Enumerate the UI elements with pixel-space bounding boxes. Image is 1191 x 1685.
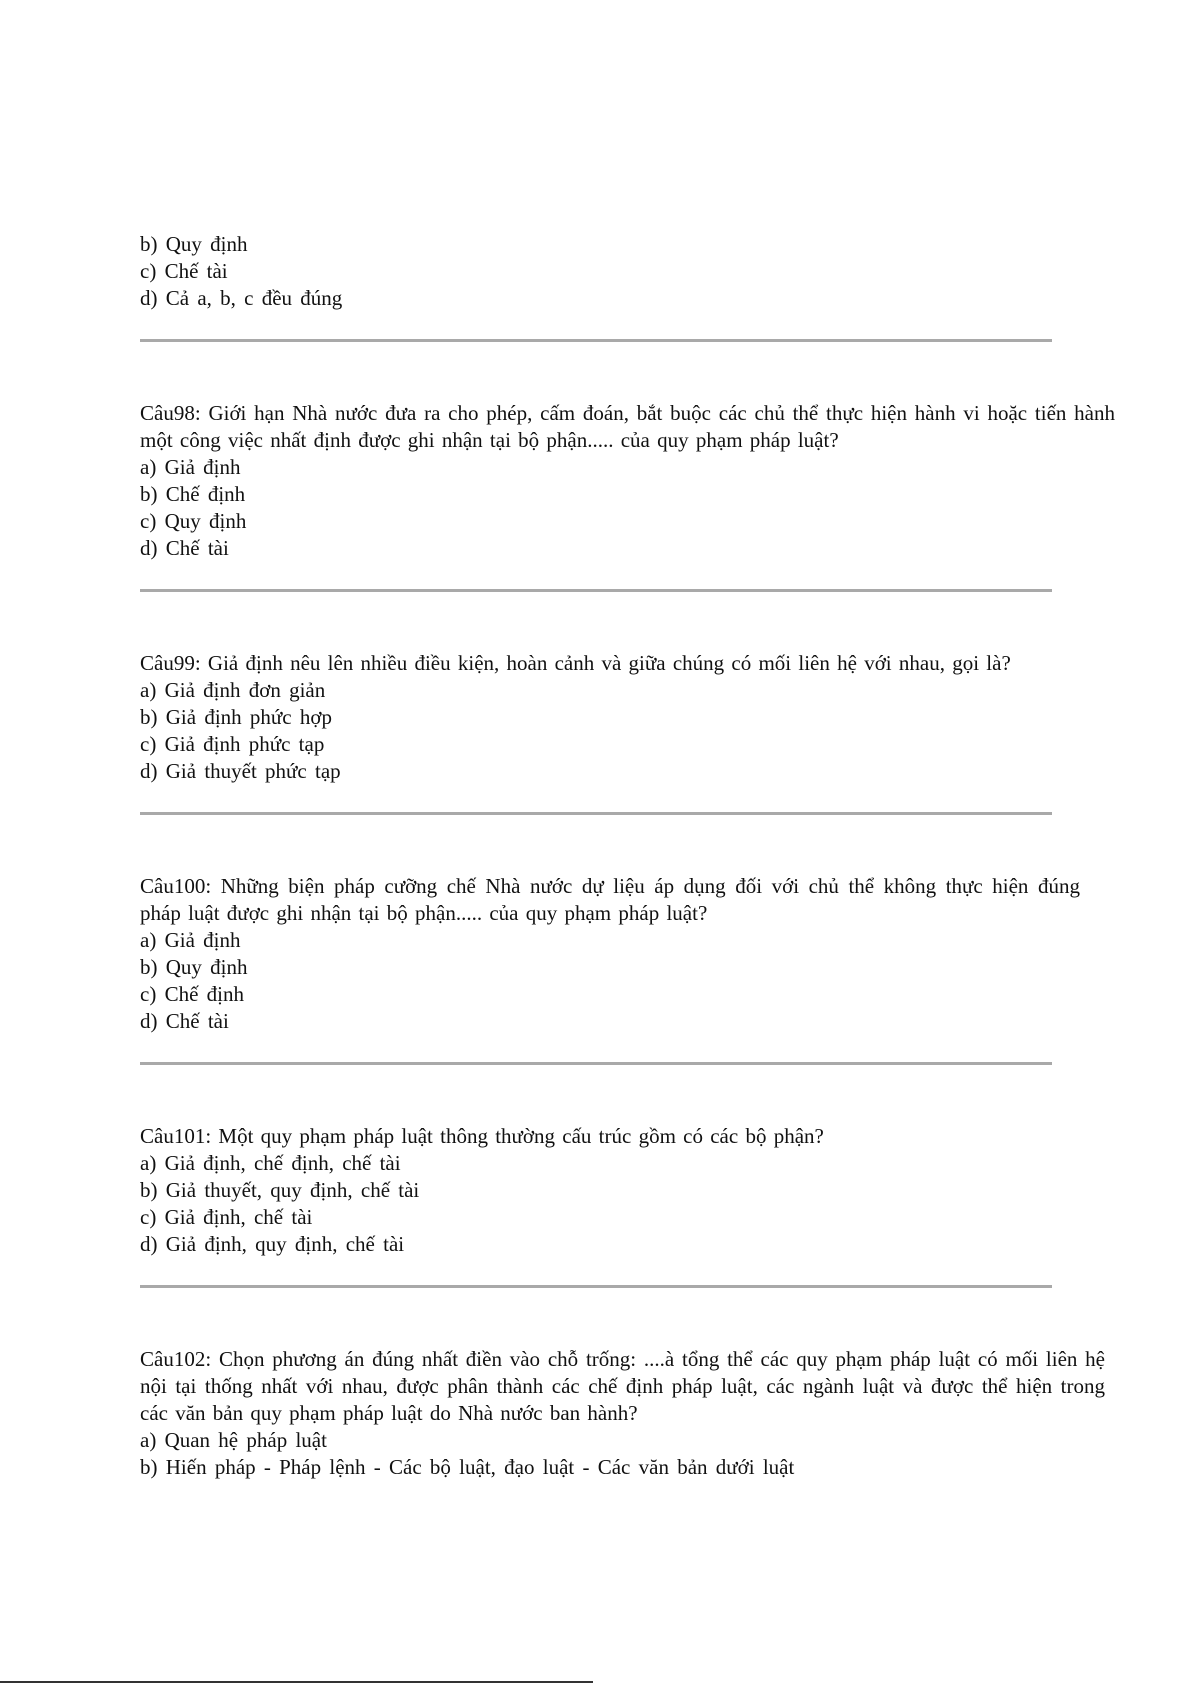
answer-option: b) Chế định <box>140 482 246 506</box>
answer-option: d) Giả thuyết phức tạp <box>140 759 341 783</box>
question-fragment <box>140 231 1130 312</box>
answer-option: b) Quy định <box>140 955 248 979</box>
answer-option: a) Quan hệ pháp luật <box>140 1428 327 1452</box>
footer-rule <box>0 1681 593 1683</box>
question-102 <box>140 1346 1130 1481</box>
answer-option: d) Giả định, quy định, chế tài <box>140 1232 405 1256</box>
question-100 <box>140 873 1130 1035</box>
question-text: Câu101: Một quy phạm pháp luật thông thường cấu trúc gồm có các bộ phận? <box>140 1124 824 1148</box>
question-text: Câu102: Chọn phương án đúng nhất điền vào chỗ trống: ....à tổng thể các quy phạm pháp luật có mối liên hệ nội tại thống nhất với nhau, được phân thành các chế định pháp luật, các ngành luật và được thể hiện trong các văn bản quy phạm pháp luật do Nhà nước ban hành? <box>140 1347 1105 1425</box>
question-text: Câu99: Giả định nêu lên nhiều điều kiện, hoàn cảnh và giữa chúng có mối liên hệ với nhau, gọi là? <box>140 651 1011 675</box>
document-body <box>140 231 1130 1481</box>
question-text: Câu100: Những biện pháp cưỡng chế Nhà nước dự liệu áp dụng đối với chủ thể không thực hiện đúng pháp luật được ghi nhận tại bộ phận..... của quy phạm pháp luật? <box>140 874 1080 925</box>
answer-option: a) Giả định <box>140 455 241 479</box>
answer-option: b) Hiến pháp - Pháp lệnh - Các bộ luật, đạo luật - Các văn bản dưới luật <box>140 1455 795 1479</box>
answer-option: b) Giả thuyết, quy định, chế tài <box>140 1178 420 1202</box>
answer-option: d) Cả a, b, c đều đúng <box>140 286 343 310</box>
answer-option: a) Giả định, chế định, chế tài <box>140 1151 401 1175</box>
answer-option: d) Chế tài <box>140 536 229 560</box>
answer-option: b) Giả định phức hợp <box>140 705 332 729</box>
answer-option: c) Giả định, chế tài <box>140 1205 313 1229</box>
answer-option: b) Quy định <box>140 232 248 256</box>
question-text: Câu98: Giới hạn Nhà nước đưa ra cho phép, cấm đoán, bắt buộc các chủ thể thực hiện hành vi hoặc tiến hành một công việc nhất định được ghi nhận tại bộ phận..... của quy phạm pháp luật? <box>140 401 1115 452</box>
answer-option: c) Quy định <box>140 509 247 533</box>
answer-option: c) Giả định phức tạp <box>140 732 325 756</box>
answer-option: a) Giả định <box>140 928 241 952</box>
answer-option: d) Chế tài <box>140 1009 229 1033</box>
question-101 <box>140 1123 1130 1258</box>
answer-option: c) Chế tài <box>140 259 228 283</box>
answer-option: a) Giả định đơn giản <box>140 678 326 702</box>
question-99 <box>140 650 1130 785</box>
question-98 <box>140 400 1130 562</box>
answer-option: c) Chế định <box>140 982 244 1006</box>
